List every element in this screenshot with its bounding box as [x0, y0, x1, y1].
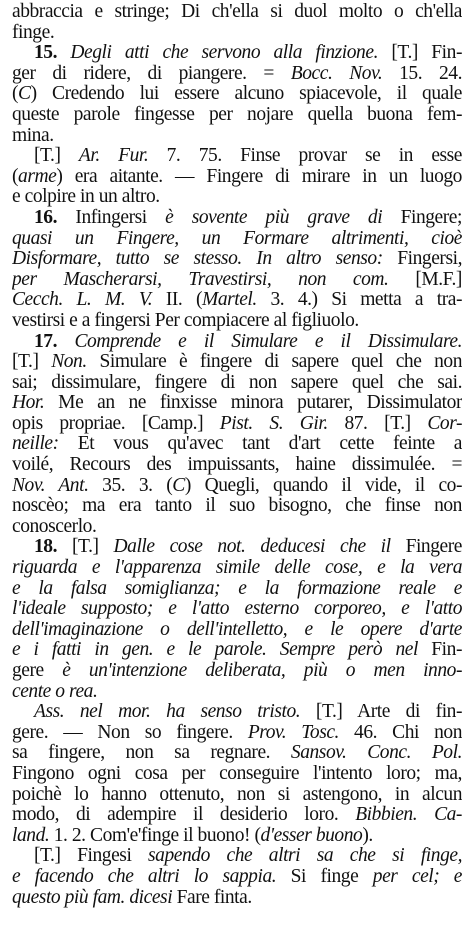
- italic-text: C: [172, 475, 185, 496]
- text-line: [12, 105, 462, 126]
- italic-text: e i fatti in gen. e le parole. Sempre però nel: [12, 640, 418, 661]
- body-text: gere: [12, 661, 63, 681]
- section-number: 15.: [34, 43, 58, 64]
- text-line: [12, 888, 462, 909]
- body-text: modo, di adempire il desiderio loro.: [12, 805, 356, 826]
- body-text: ) era aitante. — Fingere di mirare in un luogo: [56, 166, 462, 187]
- italic-text: Cecch. L. M. V.: [12, 290, 153, 311]
- text-line: [12, 167, 462, 188]
- text-line: [12, 64, 462, 85]
- text-line: [12, 414, 462, 435]
- text-line: [12, 682, 462, 703]
- text-line: [12, 846, 462, 867]
- body-text: [T.] Fingesi: [34, 846, 149, 867]
- body-text: voilé, Recours des impuissants, haine dissimulée. =: [12, 455, 462, 476]
- text-line: [12, 352, 462, 373]
- italic-text: Pist. S. Gir.: [219, 413, 328, 434]
- body-text: Me an ne finxisse minora putarer, Dissimulator: [44, 393, 462, 414]
- body-text: ger di ridere, di piangere. =: [12, 63, 291, 84]
- italic-text: Degli atti che servono alla finzione.: [57, 43, 378, 64]
- section-number: 18.: [34, 537, 58, 558]
- text-line: [12, 332, 462, 353]
- body-text: finge.: [12, 22, 55, 43]
- text-line: [12, 558, 462, 579]
- text-line: [12, 208, 462, 229]
- italic-text: Disformare, tutto se stesso. In altro senso:: [12, 249, 383, 270]
- body-text: poichè lo hanno ottenuto, non si astengono, in alcun: [12, 784, 462, 805]
- body-text: Fingere: [390, 537, 462, 558]
- text-line: [12, 517, 462, 538]
- text-line: [12, 743, 462, 764]
- text-line: [12, 805, 462, 826]
- body-text: abbraccia e stringe; Di ch'ella si duol molto o ch'ella: [12, 2, 462, 22]
- body-text: ) Credendo lui essere alcuno spiacevole, il quale: [30, 84, 462, 105]
- text-line: [12, 2, 462, 23]
- italic-text: Nov. Ant.: [12, 475, 89, 496]
- text-line: [12, 84, 462, 105]
- text-line: [12, 290, 462, 311]
- body-text: 1. 2. Com'e'finge il buono! (: [49, 825, 261, 846]
- italic-text: Prov. Tosc.: [247, 722, 339, 743]
- italic-text: riguarda e l'apparenza simile delle cose, e la vera: [12, 558, 462, 579]
- italic-text: Ass. nel mor. ha senso tristo.: [34, 702, 301, 723]
- section-number: 16.: [34, 207, 58, 228]
- text-line: [12, 723, 462, 744]
- body-text: 7. 75. Finse provar se in esse: [148, 146, 462, 167]
- italic-text: dell'imaginazione o dell'intelletto, e le opere d'arte: [12, 619, 462, 640]
- italic-text: Martel.: [202, 290, 257, 311]
- text-line: [12, 496, 462, 517]
- body-text: mina.: [12, 125, 54, 146]
- italic-text: per Mascherarsi, Travestirsi, non com.: [12, 269, 389, 290]
- text-line: [12, 373, 462, 394]
- body-text: Et vous qu'avec tant d'art cette feinte a: [58, 434, 462, 455]
- text-line: [12, 126, 462, 147]
- italic-text: Ar. Fur.: [78, 146, 149, 167]
- body-text: gere. — Non so fingere.: [12, 722, 248, 743]
- italic-text: è un'intenzione deliberata, più o men inno-: [62, 661, 462, 681]
- text-line: [12, 640, 462, 661]
- text-line: [12, 187, 462, 208]
- body-text: Si finge: [276, 866, 373, 887]
- body-text: [M.F.]: [388, 269, 462, 290]
- body-text: 3. 4.) Si metta a tra-: [256, 290, 462, 311]
- text-line: [12, 393, 462, 414]
- italic-text: Bocc. Nov.: [290, 63, 383, 84]
- body-text: Fingere;: [382, 207, 462, 228]
- italic-text: e la falsa somiglianza; e la formazione reale e: [12, 578, 462, 599]
- text-line: [12, 867, 462, 888]
- italic-text: e facendo che altri lo sappia.: [12, 866, 277, 887]
- body-text: queste parole fingesse per nojare quella buona fem-: [12, 104, 462, 125]
- text-line: [12, 826, 462, 847]
- italic-text: d'esser buono: [260, 825, 363, 846]
- italic-text: Sansov. Conc. Pol.: [290, 743, 462, 764]
- italic-text: C: [18, 84, 31, 105]
- text-line: [12, 764, 462, 785]
- body-text: (: [12, 166, 19, 187]
- text-line: [12, 785, 462, 806]
- italic-text: Comprende e il Simulare e il Dissimulare.: [57, 331, 462, 352]
- text-line: [12, 311, 462, 332]
- italic-text: è sovente più grave di: [165, 207, 383, 228]
- italic-text: quasi un Fingere, un Formare altrimenti, cioè: [12, 228, 462, 249]
- body-text: 46. Chi non: [338, 722, 462, 743]
- italic-text: l'ideale supposto; e l'atto esterno corporeo, e l'atto: [12, 599, 462, 620]
- text-line: [12, 702, 462, 723]
- body-text: Fingersi,: [382, 249, 462, 270]
- body-text: ).: [362, 825, 373, 846]
- body-text: Simulare è fingere di sapere quel che non: [86, 352, 462, 373]
- body-text: Fingono ogni cosa per conseguire l'intento loro; ma,: [12, 763, 462, 784]
- text-line: [12, 434, 462, 455]
- text-line: [12, 229, 462, 250]
- body-text: conoscerlo.: [12, 516, 97, 537]
- body-text: (: [12, 84, 19, 105]
- body-text: [T.]: [12, 352, 52, 373]
- body-text: 35. 3. (: [88, 475, 173, 496]
- text-line: [12, 455, 462, 476]
- body-text: sai; dissimulare, fingere di non sapere quel che sai.: [12, 372, 462, 393]
- italic-text: Hor.: [12, 393, 45, 414]
- body-text: vestirsi e a fingersi Per compiacere al figliuolo.: [12, 310, 359, 331]
- body-text: e colpire in un altro.: [12, 187, 160, 208]
- italic-text: Dalle cose not. deducesi che il: [113, 537, 391, 558]
- text-line: [12, 476, 462, 497]
- body-text: Infingersi: [57, 207, 166, 228]
- body-text: Fin-: [417, 640, 462, 661]
- italic-text: neille:: [12, 434, 59, 455]
- text-line: [12, 661, 462, 682]
- body-text: sa fingere, non sa regnare.: [12, 743, 291, 764]
- text-line: [12, 620, 462, 641]
- italic-text: Cor-: [427, 413, 462, 434]
- italic-text: per cel; e: [372, 866, 462, 887]
- body-text: [T.] Arte di fin-: [300, 702, 462, 723]
- italic-text: sapendo che altri sa che si finge,: [148, 846, 462, 867]
- italic-text: arme: [18, 166, 57, 187]
- body-text: ) Quegli, quando il vide, il co-: [184, 475, 462, 496]
- body-text: opis propriae. [Camp.]: [12, 413, 220, 434]
- italic-text: cente o rea.: [12, 681, 98, 702]
- body-text: [T.]: [34, 146, 79, 167]
- text-line: [12, 537, 462, 558]
- body-text: [T.]: [57, 537, 114, 558]
- section-number: 17.: [34, 331, 58, 352]
- body-text: II. (: [152, 290, 203, 311]
- italic-text: Bibbien. Ca-: [355, 805, 462, 826]
- text-line: [12, 146, 462, 167]
- body-text: Fare finta.: [172, 887, 252, 908]
- italic-text: land.: [12, 825, 50, 846]
- text-line: [12, 249, 462, 270]
- text-line: [12, 23, 462, 44]
- body-text: [T.] Fin-: [378, 43, 462, 64]
- text-line: [12, 579, 462, 600]
- text-line: [12, 270, 462, 291]
- body-text: 15. 24.: [382, 63, 462, 84]
- italic-text: Non.: [51, 352, 87, 373]
- text-line: [12, 599, 462, 620]
- italic-text: questo più fam. dicesi: [12, 887, 173, 908]
- body-text: 87. [T.]: [327, 413, 428, 434]
- body-text: noscèo; ma era tanto il suo bisogno, che finse non: [12, 496, 462, 517]
- text-line: [12, 43, 462, 64]
